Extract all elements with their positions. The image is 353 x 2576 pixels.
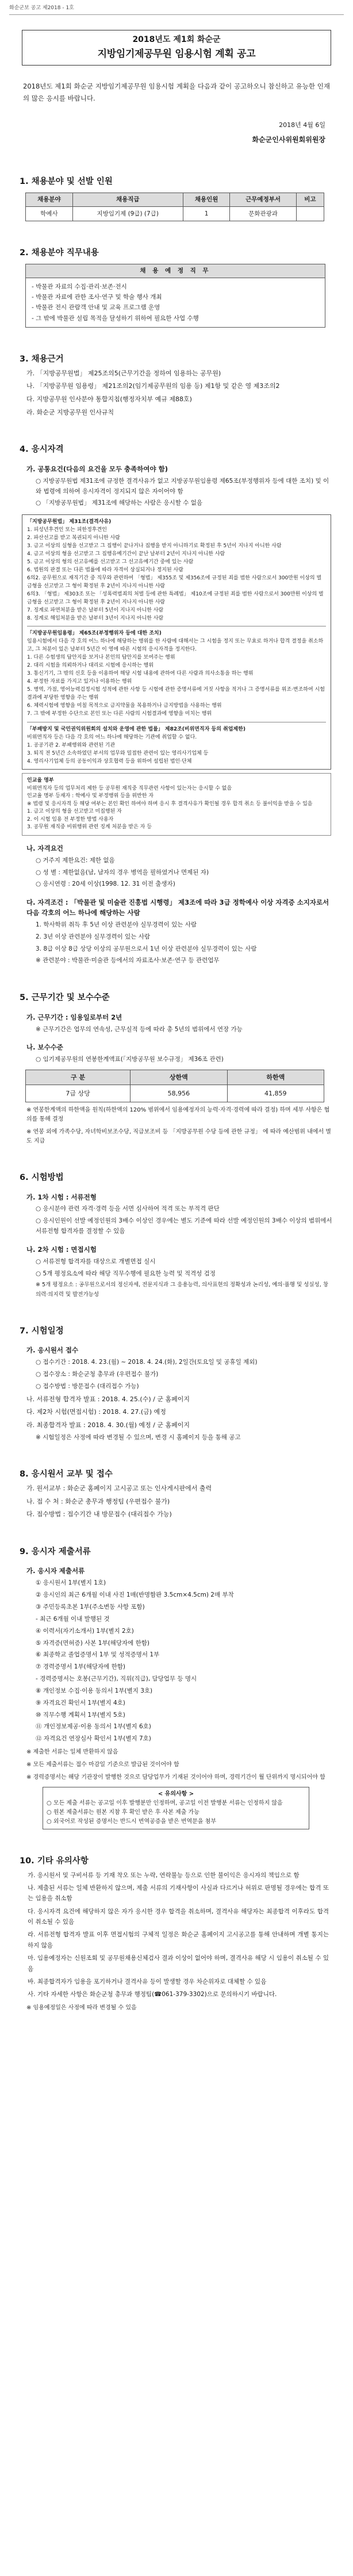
document-item: - 최근 6개월 이내 발행된 것	[36, 1615, 110, 1623]
pay-table	[25, 1070, 324, 1102]
title-box	[22, 30, 331, 66]
note-line: 1. 금고 이상의 형을 선고받고 미집행된 자	[27, 809, 122, 815]
qualification-common-heading: 가. 공통요건(다음의 요건을 모두 충족하여야 함)	[26, 464, 168, 473]
title-sub: 2018년도 제1회 화순군	[132, 34, 221, 44]
table-header-cell: 근무예정부서	[230, 193, 296, 206]
law-line: 6의2. 공무원으로 재직기간 중 직무와 관련하여 「형법」 제355조 및 제356조에 규정된 죄를 범한 사람으로서 300만원 이상의 벌금형을 선고받고 그 형이 확정된 후 2년이 지나지 아니한 사람	[27, 575, 322, 589]
pay-footnote: ※ 연봉 외에 가족수당, 자녀학비보조수당, 직급보조비 등 「지방공무원 수당 등에 관한 규정」 에 따라 예산범위 내에서 별도 지급	[26, 1129, 331, 1145]
section-1-title: 1. 채용분야 및 선발 인원	[20, 176, 113, 186]
qualification-note: ※ 관련분야 : 박물관·미술관 등에서의 자료조사·보존·연구 등 관련업무	[36, 957, 220, 964]
recruitment-table	[25, 193, 324, 221]
caution-item: 나. 제출된 서류는 일체 반환하지 않으며, 제출 서류의 기재사항이 사실과 다르거나 허위로 판명될 경우에는 합격 또는 임용을 취소함	[28, 1884, 329, 1902]
caution-line: ○ 모든 제출 서류는 공고일 이후 발행분만 인정하며, 공고일 이전 발행분 서류는 인정하지 않음	[47, 1800, 283, 1807]
duty-line: - 그 밖에 박물관 설립 목적을 달성하기 위하여 필요한 사업 수행	[32, 314, 199, 322]
law-line: 1. 피성년후견인 또는 피한정후견인	[27, 527, 107, 533]
qualification-line: ○ 거주지 제한요건: 제한 없음	[36, 856, 115, 864]
qualification-line: 2. 3년 이상 관련분야 실무경력이 있는 사람	[36, 933, 151, 940]
schedule-line: ○ 접수장소 : 화순군청 총무과 (우편접수 불가)	[36, 1370, 159, 1378]
table-header-cell: 구 분	[26, 1070, 131, 1085]
note-line: 비위면직자 등의 업무처리 제한 등 공무원 재직중 직무관련 사항이 있는자는 응시할 수 없음	[27, 785, 232, 791]
law-line: 1. 공공기관 2. 부패행위와 관련된 기관	[27, 742, 116, 748]
pay-heading: 나. 보수수준	[26, 1043, 63, 1052]
law-line: 3. 퇴직 전 5년간 소속하였던 부서의 업무와 밀접한 관련이 있는 영리사기업체 등	[27, 750, 209, 756]
application-line: 나. 접 수 처 : 화순군 총무과 행정팀 (우편접수 불가)	[26, 1497, 170, 1505]
caution-footnote: ※ 임용예정일은 사정에 따라 변경될 수 있음	[26, 2004, 137, 2011]
section-10-title: 10. 기타 유의사항	[20, 1856, 89, 1866]
law-line: 2. 대리 시험을 의뢰하거나 대리로 시험에 응시하는 행위	[27, 663, 154, 669]
work-period-note: ※ 근무기간은 업무의 연속성, 근무실적 등에 따라 총 5년의 범위에서 연장 가능	[36, 1025, 243, 1033]
document-item: ⑪ 개인정보제공·이용 동의서 1부(별지 6호)	[36, 1723, 151, 1731]
duty-line: - 박물관 자료에 관한 조사·연구 및 학술 행사 개최	[32, 294, 162, 301]
document-item: ⑥ 최종학교 졸업증명서 1부 및 성적증명서 1부	[36, 1651, 160, 1659]
qualification-line: 1. 학사학위 취득 후 5년 이상 관련분야 실무경력이 있는 사람	[36, 921, 197, 928]
law-line: 4. 부정한 자료를 가지고 있거나 이용하는 행위	[27, 679, 132, 685]
qualification-requirements-heading: 나. 자격요건	[26, 844, 63, 852]
schedule-note: ※ 시험일정은 사정에 따라 변경될 수 있으며, 변경 시 홈페이지 등을 통해 공고	[36, 1433, 241, 1441]
table-header-cell: 채용인원	[183, 193, 230, 206]
document-item: ⑤ 자격증(면허증) 사본 1부(해당자에 한함)	[36, 1639, 149, 1647]
caution-item: 마. 임용예정자는 신원조회 및 공무원채용신체검사 결과 이상이 없어야 하며, 결격사유 해당 시 임용이 취소될 수 있음	[28, 1955, 329, 1973]
note-line: 2. 이 시험 임용 전 부정한 방법 사용자	[27, 816, 114, 822]
qualification-conditions-heading: 다. 자격조건 : 「박물관 및 미술관 진흥법 시행령」 제3조에 따라 3급 정학예사 이상 자격증 소지자로서 다음 각호의 어느 하나에 해당하는 사람	[26, 898, 329, 917]
table-cell: 7급 상당	[26, 1085, 131, 1102]
table-header-cell: 채용분야	[26, 193, 73, 206]
title-main: 지방임기제공무원 임용시험 계획 공고	[97, 48, 256, 60]
table-row	[26, 1085, 324, 1102]
duty-body	[26, 278, 325, 328]
caution-line: ○ 원본 제출서류는 원본 지참 후 확인 받은 후 사본 제출 가능	[47, 1809, 199, 1816]
pay-note: ○ 임기제공무원의 연봉한계액표(「지방공무원 보수규정」 제36조 관련)	[36, 1056, 224, 1063]
section-5-title: 5. 근무기간 및 보수수준	[20, 993, 110, 1003]
law-line: 7. 징계로 파면처분을 받은 날부터 5년이 지나지 아니한 사람	[27, 607, 164, 613]
schedule-line: ○ 접수방법 : 방문접수 (대리접수 가능)	[36, 1382, 139, 1390]
document-item: - 경력증명서는 호봉(근무기간), 직위(직급), 담당업무 등 명시	[36, 1675, 197, 1683]
exam-stage-2-heading: 나. 2차 시험 : 면접시험	[26, 1245, 97, 1254]
document-item: ③ 주민등록초본 1부(주소변동 사항 포함)	[36, 1603, 145, 1610]
table-cell: 1	[183, 206, 230, 221]
law-line: 2. 파산선고를 받고 복권되지 아니한 사람	[27, 535, 120, 541]
law-line: 4. 영리사기업체 등의 공동이익과 상호협력 등을 위하여 설립된 법인·단체	[27, 758, 192, 764]
documents-note: ※ 제출한 서류는 일체 반환하지 않음	[26, 1749, 118, 1756]
section-9-title: 9. 응시자 제출서류	[20, 1547, 91, 1556]
exam-line: ○ 서류전형 합격자를 대상으로 개별면접 실시	[36, 1258, 156, 1265]
duty-box	[25, 264, 325, 328]
law-line: 3. 금고 이상의 실형을 선고받고 그 집행이 끝나거나 집행을 받지 아니하기로 확정된 후 5년이 지나지 아니한 사람	[27, 543, 282, 549]
section-8-title: 8. 응시원서 교부 및 접수	[20, 1470, 113, 1479]
law-line: 6. 체력시험에 영향을 미칠 목적으로 금지약물을 복용하거나 금지방법을 사용하는 행위	[27, 702, 222, 709]
law-line: 6의3. 「형법」 제303조 또는 「성폭력범죄의 처벌 등에 관한 특례법」 제10조에 규정된 죄를 범한 사람으로서 300만원 이상의 벌금형을 선고받고 그 형이 확정된 후 2년이 지나지 아니한 사람	[27, 591, 324, 605]
notice-date: 2018년 4월 6일	[279, 121, 325, 129]
law-title: 「지방공무원법」 제31조(결격사유)	[27, 519, 112, 525]
law-line: 1. 다른 수험생의 답안지를 보거나 본인의 답안지를 보여주는 행위	[27, 655, 175, 661]
law-line: 6. 법원의 판결 또는 다른 법률에 따라 자격이 상실되거나 정지된 사람	[27, 567, 183, 573]
basis-item: 가. 「지방공무원법」 제25조의5(근무기간을 정하여 임용하는 공무원)	[26, 369, 221, 377]
issuing-agency: 화순군인사위원회위원장	[252, 136, 325, 144]
document-item: ⑫ 자격요건 연장심사 확인서 1부(별지 7호)	[36, 1735, 151, 1743]
work-period-heading: 가. 근무기간 : 임용일로부터 2년	[26, 1013, 122, 1021]
caution-item: 가. 응시원서 및 구비서류 등 기재 착오 또는 누락, 연락불능 등으로 인한 불이익은 응시자의 책임으로 함	[28, 1871, 300, 1879]
table-cell: 58,956	[131, 1085, 227, 1102]
basis-item: 나. 「지방공무원 임용령」 제21조의2(임기제공무원의 임용 등) 제1항 및 같은 영 제3조의2	[26, 382, 280, 390]
exam-line: ○ 응시인원이 선발 예정인원의 3배수 이상인 경우에는 별도 기준에 따라 선발 예정인원의 3배수 이상의 범위에서 서류전형 합격자를 결정할 수 있음	[36, 1217, 332, 1235]
document-item: ⑦ 경력증명서 1부(해당자에 한함)	[36, 1663, 126, 1671]
law-line: 7. 그 밖에 부정한 수단으로 본인 또는 다른 사람의 시험결과에 영향을 미치는 행위	[27, 710, 212, 717]
documents-note: ※ 모든 제출서류는 접수 마감일 기준으로 발급된 것이어야 함	[26, 1762, 179, 1768]
table-header-cell: 상한액	[131, 1070, 227, 1085]
document-item: ⑧ 개인정보 수집·이용 동의서 1부(별지 3호)	[36, 1687, 153, 1694]
duty-header: 채 용 예 정 직 무	[26, 264, 325, 278]
law-excerpt-box	[22, 514, 331, 770]
table-cell	[296, 206, 324, 221]
application-line: 다. 접수방법 : 접수기간 내 방문접수 (대리접수 가능)	[26, 1510, 172, 1518]
schedule-line: ○ 접수기간 : 2018. 4. 23.(월) ~ 2018. 4. 24.(화), 2일간(토요일 및 공휴일 제외)	[36, 1359, 258, 1366]
section-7-title: 7. 시험일정	[20, 1326, 64, 1336]
law-line: 5. 금고 이상의 형의 선고유예를 선고받고 그 선고유예기간 중에 있는 사람	[27, 559, 194, 565]
qualification-line: ○ 「지방공무원법」 제31조에 해당하는 사람은 응시할 수 없음	[36, 499, 203, 507]
exam-stage-1-heading: 가. 1차 시험 : 서류전형	[26, 1193, 97, 1201]
section-6-title: 6. 시험방법	[20, 1173, 64, 1183]
caution-item: 바. 최종합격자가 임용을 포기하거나 결격사유 등이 발생할 경우 차순위자로 대체할 수 있음	[28, 1978, 267, 1985]
table-row	[26, 206, 324, 221]
table-header-row	[26, 1070, 324, 1085]
section-2-title: 2. 채용분야 직무내용	[20, 248, 99, 257]
documents-note: ※ 경력증명서는 해당 기관장이 발행한 것으로 담당업무가 기재된 것이어야 하며, 경력기간이 월 단위까지 명시되어야 함	[26, 1774, 325, 1781]
duty-line: - 박물관 전시 관람객 안내 및 교육 프로그램 운영	[32, 304, 160, 312]
caution-box-title: < 유의사항 >	[158, 1791, 194, 1798]
document-item: ② 응시인의 최근 6개월 이내 사진 1매(반명함판 3.5cm×4.5cm) 2매 부착	[36, 1591, 234, 1599]
exam-line: ○ 응시분야 관련 자격·경력 등을 서면 심사하여 적격 또는 부적격 판단	[36, 1205, 220, 1213]
section-4-title: 4. 응시자격	[20, 445, 64, 455]
law-line: 8. 징계로 해임처분을 받은 날부터 3년이 지나지 아니한 사람	[27, 615, 164, 621]
application-line: 가. 원서교부 : 화순군 홈페이지 고시공고 또는 인사게시판에서 출력	[26, 1484, 212, 1492]
application-heading: 가. 응시원서 접수	[26, 1346, 79, 1355]
law-line: 비위면직자 등은 다음 각 호의 어느 하나에 해당하는 기관에 취업할 수 없다.	[27, 734, 197, 740]
document-header: 화순군보 공고 제2018 - 1호	[9, 5, 344, 15]
law-line: 임용시험에서 다음 각 호의 어느 하나에 해당하는 행위를 한 사람에 대해서는 그 시험을 정지 또는 무효로 하거나 합격 결정을 취소하고, 그 처분이 있은 날부터 5년간 이 영에 따른 시험의 응시자격을 정지한다.	[27, 639, 324, 653]
caution-item: 사. 기타 자세한 사항은 화순군청 총무과 행정팀(☎061-379-3302)으로 문의하시기 바랍니다.	[28, 1991, 277, 1998]
caution-item: 라. 서류전형 합격자 발표 이후 면접시험의 구체적 일정은 화순군 홈페이지 고시공고를 통해 안내하며 개별 통지는 하지 않음	[28, 1931, 329, 1949]
caution-item: 다. 응시자격 요건에 해당하지 않은 자가 응시한 경우 합격을 취소하며, 결격사유 해당자는 최종합격 이후라도 합격이 취소될 수 있음	[28, 1908, 329, 1926]
table-header-row	[26, 193, 324, 206]
qualification-line: ○ 응시연령 : 20세 이상(1998. 12. 31 이전 출생자)	[36, 881, 175, 888]
note-line: ※ 법령 및 응시자격 등 해당 여부는 본인 확인 하여야 하며 응시 후 결격사유가 확인될 경우 합격 취소 등 불이익을 받을 수 있음	[27, 801, 313, 807]
caution-line: ○ 외국어로 작성된 증명서는 반드시 번역공증을 받은 번역문을 첨부	[47, 1818, 216, 1825]
note-line: 인교율 명부 등재자 : 학예사 및 부정행위 등을 위반한 자	[27, 793, 154, 799]
basis-item: 라. 화순군 지방공무원 인사규칙	[26, 408, 114, 416]
law-title: 「지방공무원임용령」 제65조(부정행위자 등에 대한 조치)	[27, 630, 162, 637]
schedule-line: 라. 최종합격자 발표 : 2018. 4. 30.(월) 예정 / 군 홈페이지	[26, 1421, 190, 1429]
table-cell: 학예사	[26, 206, 73, 221]
document-item: ④ 이력서(자기소개서) 1부(별지 2호)	[36, 1627, 134, 1635]
note-line: 3. 공무원 재직중 비위행위 관련 징계 처분을 받은 자 등	[27, 824, 152, 831]
exam-line: ○ 5개 평정요소에 따라 해당 직무수행에 필요한 능력 및 적격성 검정	[36, 1270, 216, 1277]
note-title: 인교율 명부	[27, 778, 54, 784]
caution-box	[43, 1787, 309, 1829]
table-header-cell: 하한액	[227, 1070, 324, 1085]
document-item: ① 응시원서 1부(별지 1호)	[36, 1579, 106, 1587]
table-header-cell: 채용직급	[72, 193, 183, 206]
law-line: 4. 금고 이상의 형을 선고받고 그 집행유예기간이 끝난 날부터 2년이 지나지 아니한 사람	[27, 551, 225, 557]
law-line: 3. 통신기기, 그 밖의 신호 등을 이용하여 해당 시험 내용에 관하여 다른 사람과 의사소통을 하는 행위	[27, 671, 254, 677]
lead-paragraph: 2018년도 제1회 화순군 지방임기제공무원 임용시험 계획을 다음과 같이 공고하오니 참신하고 유능한 인재의 많은 응시를 바랍니다.	[23, 82, 330, 102]
table-cell: 지방임기제 (9급) (7급)	[72, 206, 183, 221]
note-box	[22, 773, 331, 836]
basis-item: 다. 지방공무원 인사분야 통합지침(행정자치부 예규 제88호)	[26, 395, 192, 403]
table-cell: 문화관광과	[230, 206, 296, 221]
duty-line: - 박물관 자료의 수집·관리·보존·전시	[32, 283, 127, 290]
exam-note: ※ 5개 평정요소 : 공무원으로서의 정신자세, 전문지식과 그 응용능력, 의사표현의 정확성과 논리성, 예의·품행 및 성실성, 창의력·의지력 및 발전가능성	[36, 1282, 328, 1298]
document-item: ⑨ 자격요건 확인서 1부(별지 4호)	[36, 1699, 125, 1706]
table-cell: 41,859	[227, 1085, 324, 1102]
law-title: 「부패방지 및 국민권익위원회의 설치와 운영에 관한 법률」 제82조(비위면직자 등의 취업제한)	[27, 726, 245, 732]
table-header-cell: 비고	[296, 193, 324, 206]
schedule-line: 나. 서류전형 합격자 발표 : 2018. 4. 25.(수) / 군 홈페이지	[26, 1395, 190, 1403]
qualification-line: ○ 성 별 : 제한없음(남, 남자의 경우 병역을 필하였거나 면제된 자)	[36, 868, 209, 876]
qualification-line: ○ 지방공무원법 제31조에 규정한 결격사유가 없고 지방공무원임용령 제65조(부정행위자 등에 대한 조치) 및 이와 법령에 의하여 응시자격이 정지되지 않은 자이어야 함	[36, 477, 329, 495]
law-line: 5. 병역, 가점, 영어능력검정시험 성적에 관한 사항 등 시험에 관한 증명서류에 거짓 사항을 적거나 그 증명서류를 위조·변조하여 시험결과에 부당한 영향을 주는 행위	[27, 687, 325, 701]
section-3-title: 3. 채용근거	[20, 355, 64, 364]
document-item: ⑩ 직무수행 계획서 1부(별지 5호)	[36, 1711, 125, 1718]
pay-footnote: ※ 연봉한계액의 하한액을 원칙(하한액의 120% 범위에서 임용예정자의 능력·자격·경력에 따라 결정) 하며 세부 사항은 협의를 통해 결정	[26, 1107, 330, 1123]
documents-heading: 가. 응시자 제출서류	[26, 1567, 85, 1575]
schedule-line: 다. 제2차 시험(면접시험) : 2018. 4. 27.(금) 예정	[26, 1408, 166, 1416]
qualification-line: 3. 8급 이상 8급 상당 이상의 공무원으로서 1년 이상 관련분야 실무경력이 있는 사람	[36, 945, 257, 952]
